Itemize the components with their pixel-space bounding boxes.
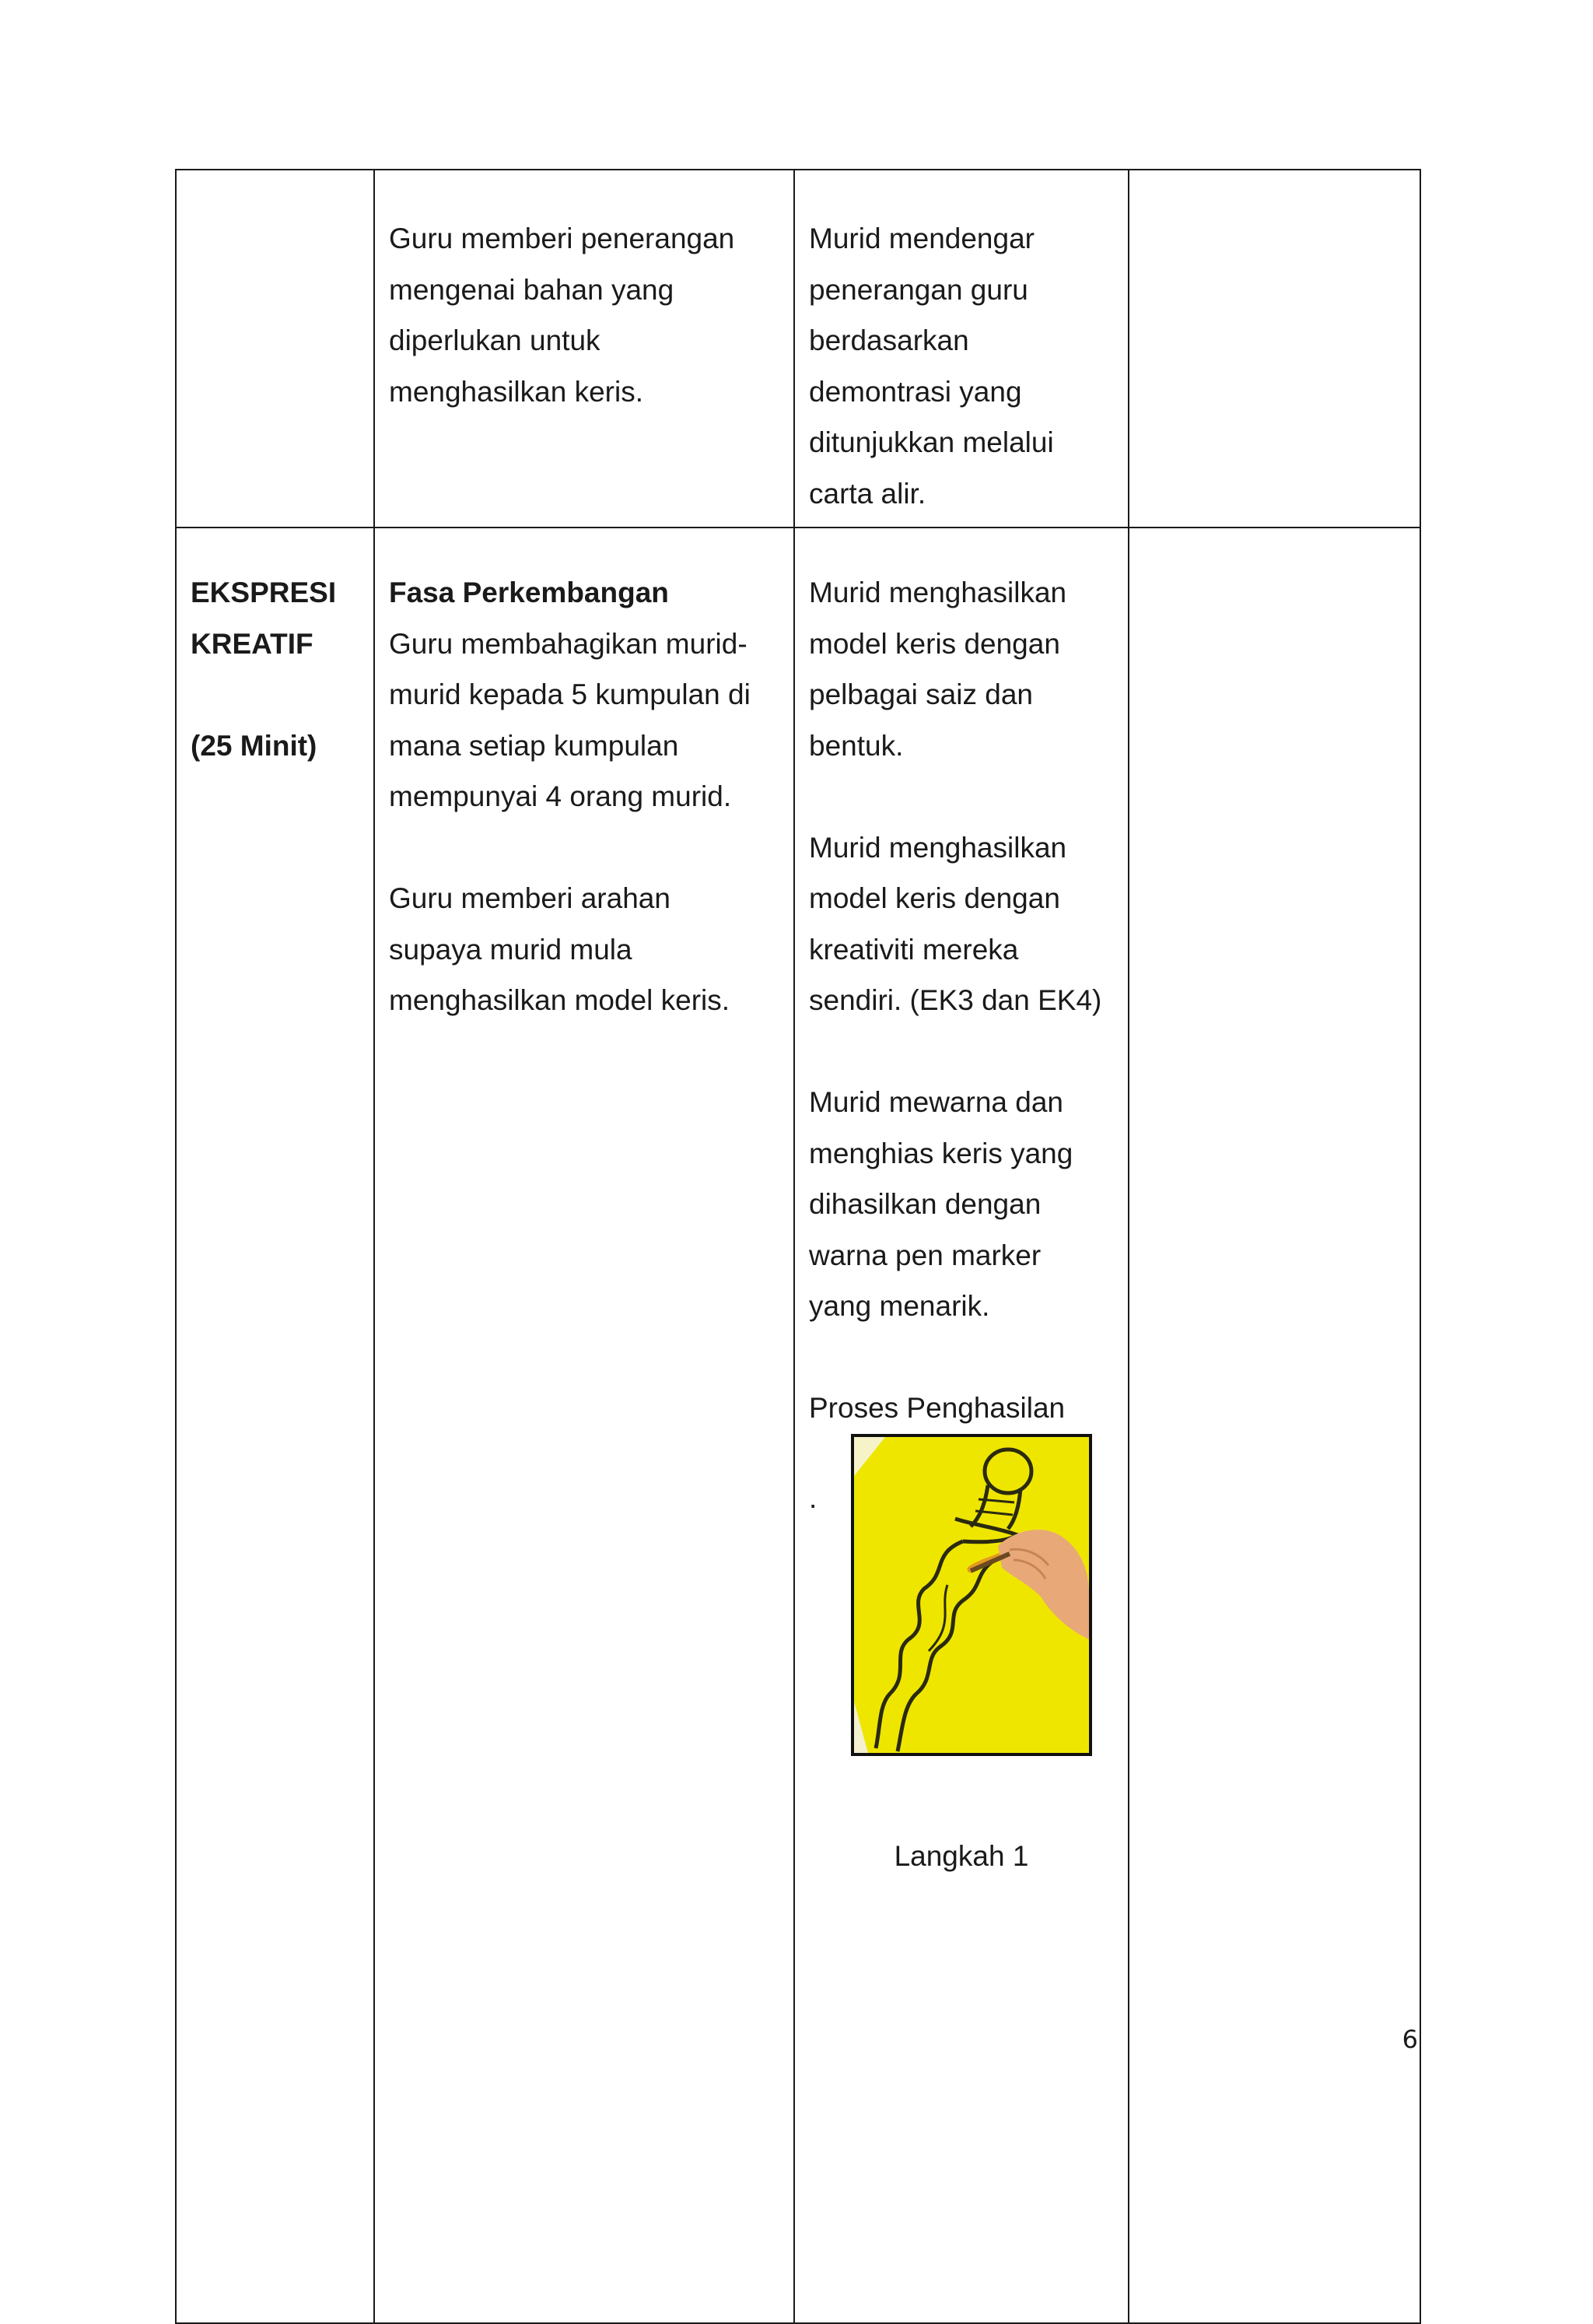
- text-line: berdasarkan: [809, 324, 969, 356]
- text-line: mempunyai 4 orang murid.: [389, 780, 732, 812]
- student-activity-cell: [794, 170, 1129, 528]
- teacher-activity-cell: [374, 528, 794, 2323]
- notes-cell: [1129, 528, 1420, 2323]
- table-row: [176, 528, 1420, 2323]
- keris-drawing-photo: [851, 1434, 1092, 1756]
- text-line: Guru membahagikan murid-: [389, 627, 747, 660]
- stage-cell: [176, 170, 374, 528]
- text-line: warna pen marker: [809, 1239, 1042, 1271]
- text-line: model keris dengan: [809, 627, 1060, 660]
- text-line: Murid mewarna dan: [809, 1086, 1063, 1118]
- duration-label: (25 Minit): [191, 729, 317, 762]
- text-line: kreativiti mereka: [809, 933, 1019, 966]
- text-line: pelbagai saiz dan: [809, 678, 1033, 710]
- text-line: Guru memberi arahan: [389, 882, 670, 914]
- text-line: mana setiap kumpulan: [389, 729, 679, 762]
- text-line: supaya murid mula: [389, 933, 632, 966]
- text-line: ditunjukkan melalui: [809, 426, 1054, 458]
- text-line: model keris dengan: [809, 882, 1060, 914]
- text-line: Murid mendengar: [809, 223, 1035, 254]
- text-line: menghias keris yang: [809, 1137, 1073, 1169]
- text-line: penerangan guru: [809, 273, 1028, 306]
- stage-label: EKSPRESI: [191, 577, 337, 608]
- text-line: Murid menghasilkan: [809, 831, 1067, 864]
- text-line: yang menarik.: [809, 1290, 990, 1322]
- text-line: murid kepada 5 kumpulan di: [389, 678, 751, 710]
- text-line: sendiri. (EK3 dan EK4): [809, 984, 1102, 1016]
- stage-cell: [176, 528, 374, 2323]
- process-label: Proses Penghasilan: [809, 1392, 1066, 1424]
- lesson-plan-table: [175, 169, 1421, 2324]
- text-line: bentuk.: [809, 729, 904, 762]
- stage-label: KREATIF: [191, 627, 313, 660]
- text-line: carta alir.: [809, 477, 926, 510]
- text-line: demontrasi yang: [809, 375, 1022, 408]
- table-row: [176, 170, 1420, 528]
- photo-block: [809, 1434, 1114, 1839]
- student-activity-cell: [794, 528, 1129, 2323]
- text-line: menghasilkan model keris.: [389, 984, 730, 1016]
- text-line: dihasilkan dengan: [809, 1188, 1042, 1220]
- stray-dot: .: [809, 1481, 818, 1514]
- text-line: diperlukan untuk: [389, 324, 600, 356]
- text-line: mengenai bahan yang: [389, 273, 674, 306]
- text-line: Murid menghasilkan: [809, 577, 1067, 608]
- teacher-activity-cell: [374, 170, 794, 528]
- text-line: menghasilkan keris.: [389, 375, 643, 408]
- photo-caption: Langkah 1: [894, 1839, 1029, 1872]
- notes-cell: [1129, 170, 1420, 528]
- page-number: 6: [1402, 2024, 1418, 2054]
- text-line: Guru memberi penerangan: [389, 223, 735, 254]
- keris-drawing-illustration: [854, 1437, 1089, 1753]
- phase-heading: Fasa Perkembangan: [389, 577, 669, 608]
